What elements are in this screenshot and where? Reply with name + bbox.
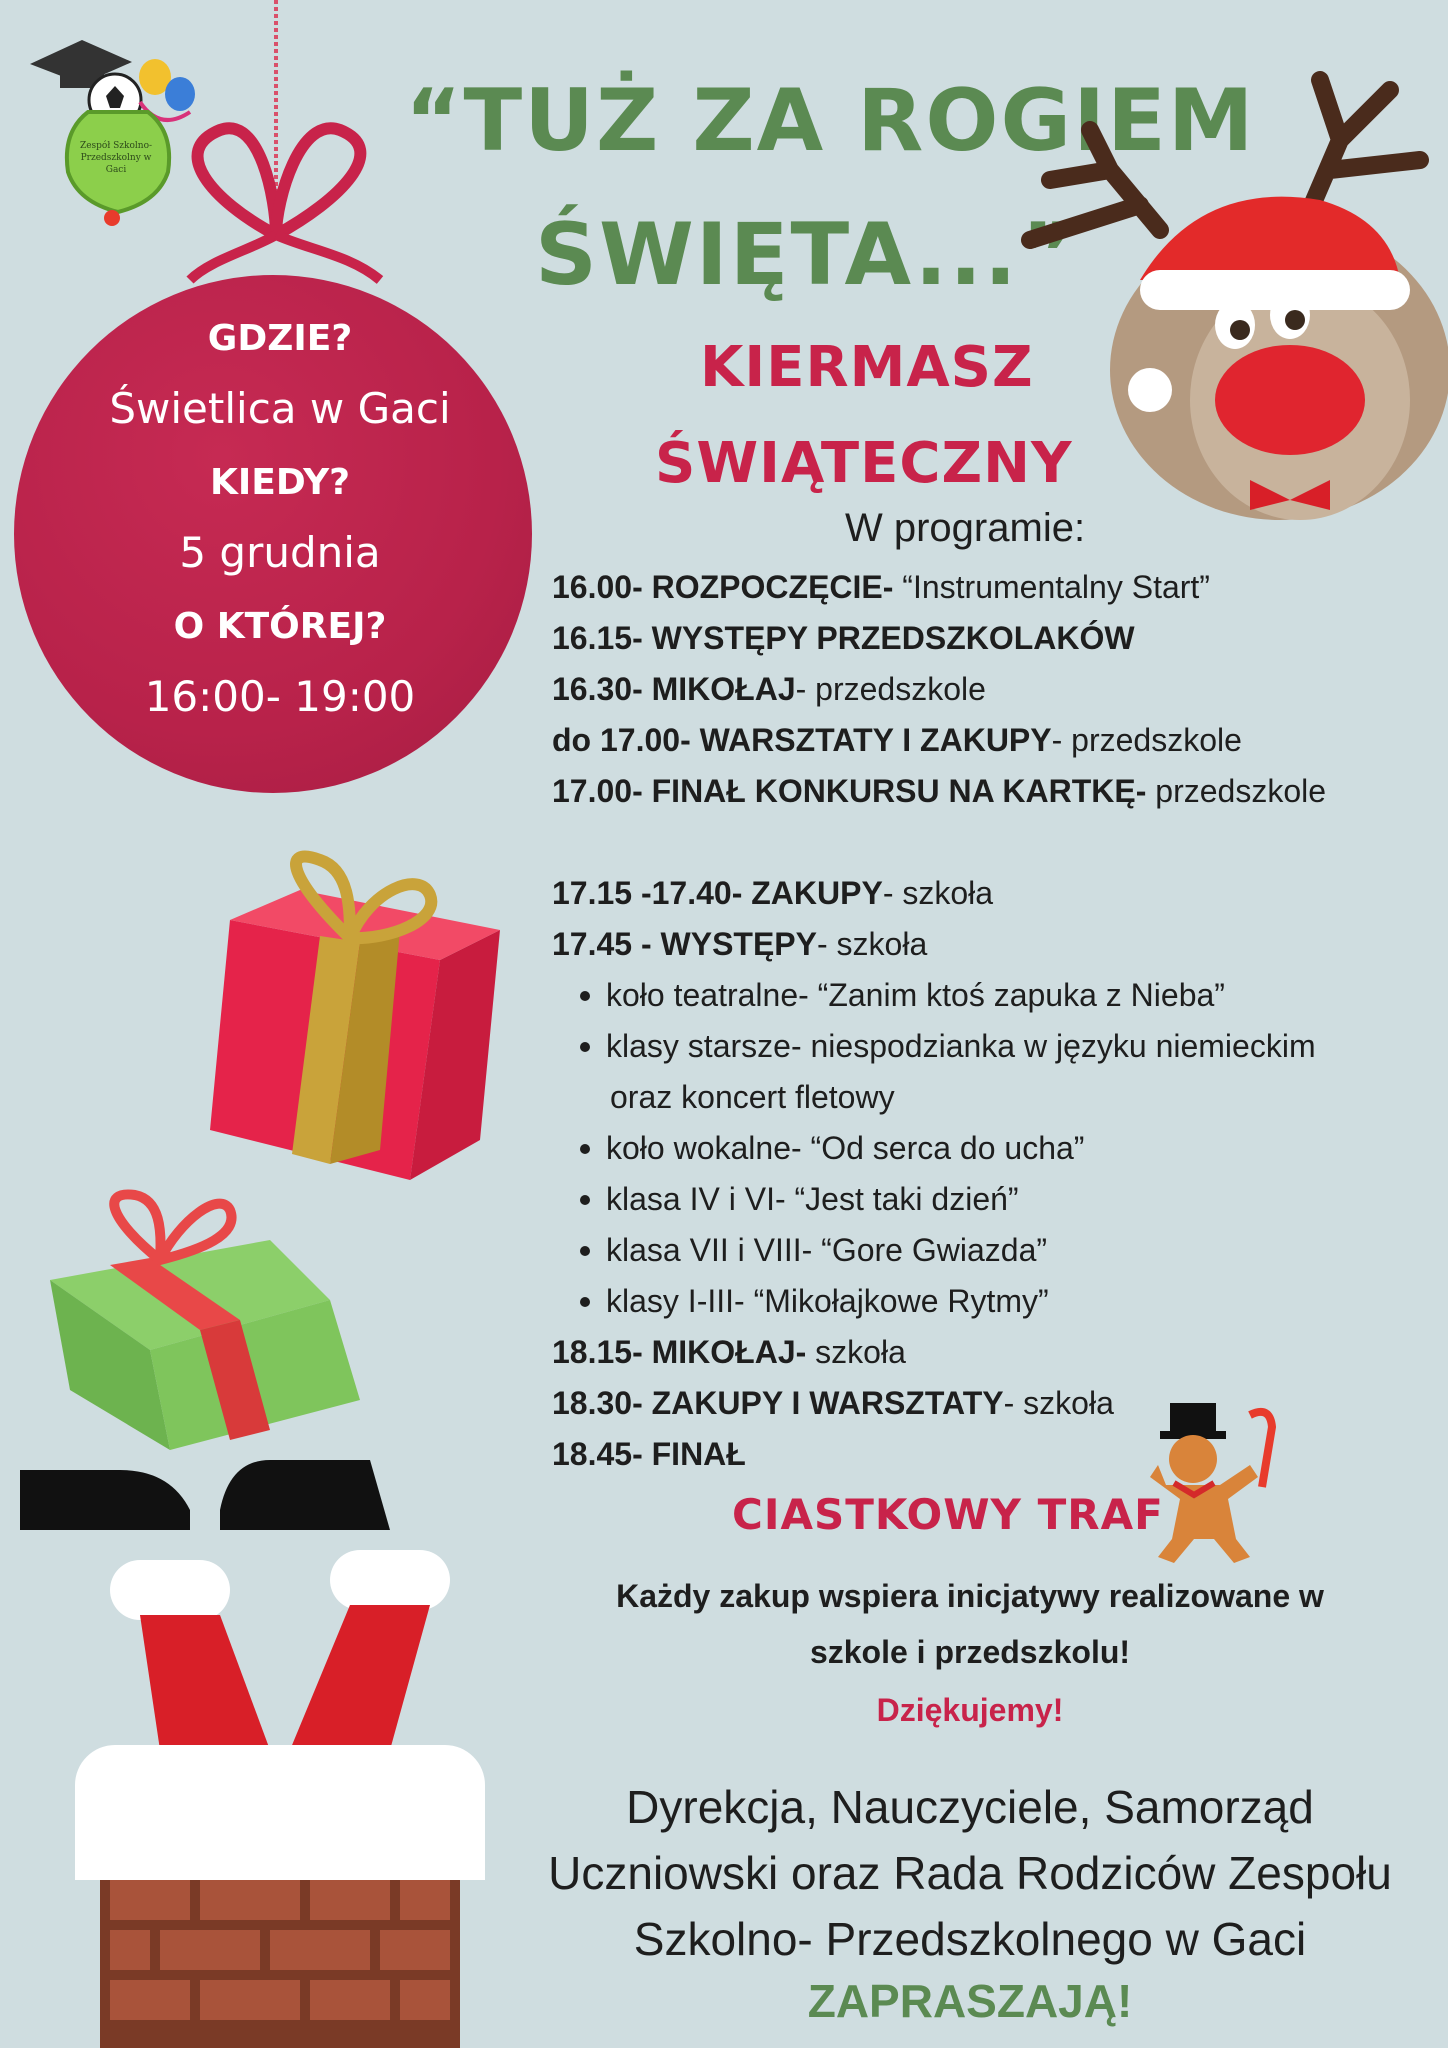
subtitle-line2: ŚWIĄTECZNY [655,431,1073,496]
footer-line1: Dyrekcja, Nauczyciele, Samorząd [626,1781,1314,1833]
program-bullet: klasa IV i VI- “Jest taki dzień” [580,1180,1019,1218]
program-item: 18.15- MIKOŁAJ- szkoła [552,1334,906,1370]
program-bullet-continuation: oraz koncert fletowy [610,1079,895,1115]
red-gift-icon [200,850,530,1190]
program-heading: W programie: [845,506,1086,550]
when-value: 5 grudnia [179,528,381,577]
cookie-heading: CIASTKOWY TRAF [732,1490,1164,1539]
page-title-line2: ŚWIĘTA...” [535,205,1078,305]
footer-line3: Szkolno- Przedszkolnego w Gaci [633,1913,1307,1965]
thanks-text: Dziękujemy! [876,1692,1064,1728]
footer-line2: Uczniowski oraz Rada Rodziców Zespołu [548,1847,1392,1899]
program-item: 17.00- FINAŁ KONKURSU NA KARTKĘ- przedszkole [552,773,1327,809]
santa-chimney-illustration [0,1460,520,2048]
program-item: 16.00- ROZPOCZĘCIE- “Instrumentalny Start” [552,569,1210,605]
program-item: 16.30- MIKOŁAJ- przedszkole [552,671,986,707]
where-label: GDZIE? [207,318,353,359]
when-label: KIEDY? [209,462,351,503]
green-gift-icon [40,1170,380,1460]
program-bullet: koło wokalne- “Od serca do ucha” [580,1129,1084,1167]
program-item: do 17.00- WARSZTATY I ZAKUPY- przedszkole [552,722,1242,758]
program-bullet: klasy starsze- niespodzianka w języku niemieckim [580,1027,1316,1065]
support-line2: szkole i przedszkolu! [809,1634,1131,1670]
logo-text: Zespół Szkolno-Przedszkolny w Gaci [79,141,153,175]
time-value: 16:00- 19:00 [144,672,416,721]
reindeer-illustration [990,40,1448,540]
page-title-line1: “TUŻ ZA ROGIEM [405,71,1256,171]
invite-text: ZAPRASZAJĄ! [807,1975,1133,2027]
program-bullet: klasy I-III- “Mikołajkowe Rytmy” [580,1282,1049,1320]
program-item: 17.45 - WYSTĘPY- szkoła [552,926,928,962]
program-item: 16.15- WYSTĘPY PRZEDSZKOLAKÓW [552,620,1135,656]
program-item: 18.45- FINAŁ [552,1436,746,1472]
where-value: Świetlica w Gaci [109,384,451,433]
program-bullet: klasa VII i VIII- “Gore Gwiazda” [580,1231,1047,1269]
program-bullet: koło teatralne- “Zanim ktoś zapuka z Nieba” [580,976,1225,1014]
subtitle-line1: KIERMASZ [700,335,1034,400]
program-item: 17.15 -17.40- ZAKUPY- szkoła [552,875,994,911]
program-item: 18.30- ZAKUPY I WARSZTATY- szkoła [552,1385,1114,1421]
gingerbread-icon [1140,1395,1280,1565]
time-label: O KTÓREJ? [173,606,387,647]
support-line1: Każdy zakup wspiera inicjatywy realizowane w [616,1578,1324,1614]
